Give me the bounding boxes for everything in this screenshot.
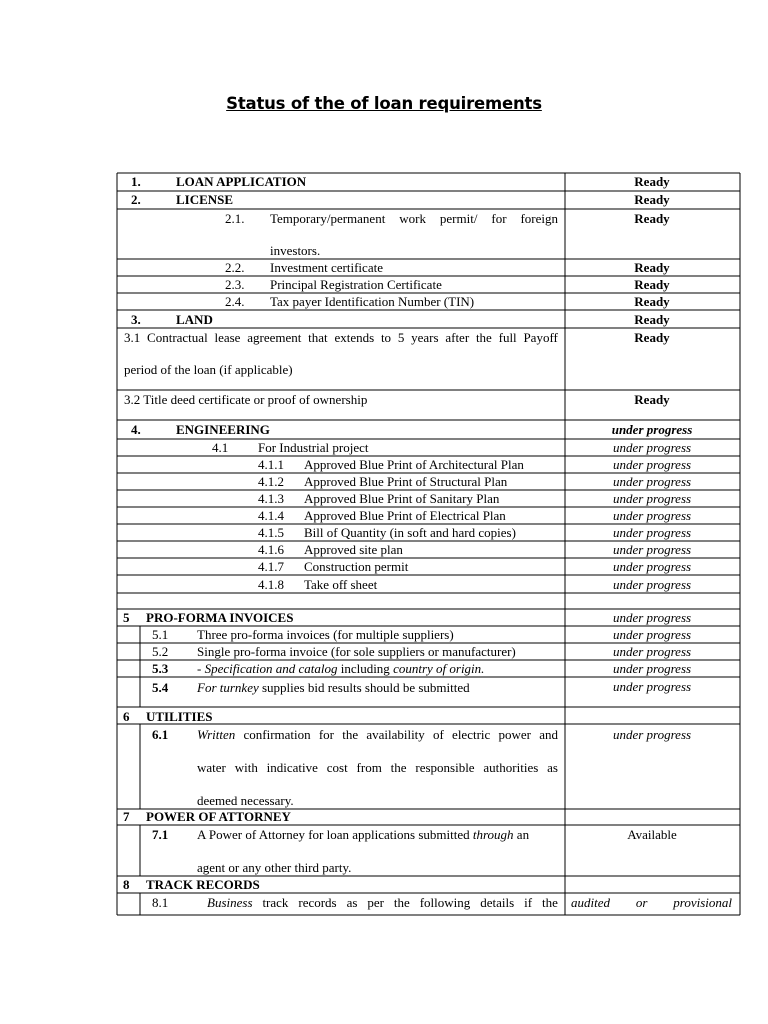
row-label: Investment certificate xyxy=(270,260,383,275)
row-num: 7.1 xyxy=(152,827,169,842)
row-label: Three pro-forma invoices (for multiple suppliers) xyxy=(197,627,454,642)
row-label-license: LICENSE xyxy=(176,192,234,207)
status-cell: Ready xyxy=(634,312,670,327)
row-label-6-1-line1: Written confirmation for the availability of electric power and xyxy=(197,727,558,742)
row-label-7-1-line2: agent or any other third party. xyxy=(197,860,352,875)
row-label-3-2: 3.2 Title deed certificate or proof of ownership xyxy=(124,392,368,407)
status-cell: Ready xyxy=(634,392,670,407)
status-cell: Ready xyxy=(634,330,670,345)
row-label-loan-application: LOAN APPLICATION xyxy=(176,174,307,189)
row-num: 5.1 xyxy=(152,627,169,642)
row-label: Approved Blue Print of Sanitary Plan xyxy=(304,491,500,506)
row-num: 2.4. xyxy=(225,294,245,309)
row-num: 8.1 xyxy=(152,895,169,910)
row-label: - Specification and catalog including country of origin. xyxy=(197,661,485,676)
row-num: 2. xyxy=(131,192,141,207)
row-num: 4.1.5 xyxy=(258,525,284,540)
status-cell: under progress xyxy=(611,422,693,437)
row-label-2-1-line1: Temporary/permanent work permit/ for foreign xyxy=(270,211,558,226)
row-label-pro-forma: PRO-FORMA INVOICES xyxy=(146,610,294,625)
status-cell: under progress xyxy=(612,559,692,574)
status-cell: under progress xyxy=(612,644,692,659)
row-label-2-1-line2: investors. xyxy=(270,243,321,258)
page-title: Status of the of loan requirements xyxy=(226,94,542,113)
status-cell: under progress xyxy=(612,577,692,592)
row-num: 5.2 xyxy=(152,644,169,659)
status-cell: Ready xyxy=(634,174,670,189)
row-num: 5.3 xyxy=(152,661,169,676)
row-label: Principal Registration Certificate xyxy=(270,277,442,292)
row-num: 2.2. xyxy=(225,260,245,275)
row-num: 4.1.3 xyxy=(258,491,284,506)
row-num: 4.1 xyxy=(212,440,229,455)
status-cell: under progress xyxy=(612,727,692,742)
status-cell: Ready xyxy=(634,294,670,309)
status-cell: under progress xyxy=(612,440,692,455)
row-num: 4.1.1 xyxy=(258,457,284,472)
row-label: Single pro-forma invoice (for sole suppliers or manufacturer) xyxy=(197,644,516,659)
status-cell: Ready xyxy=(634,211,670,226)
row-num: 5 xyxy=(123,610,130,625)
row-num: 4.1.8 xyxy=(258,577,284,592)
status-cell: under progress xyxy=(612,610,692,625)
row-label-3-1-line1: 3.1 Contractual lease agreement that extends to 5 years after the full Payoff xyxy=(124,330,558,345)
row-label-power-of-attorney: POWER OF ATTORNEY xyxy=(146,809,291,824)
row-num: 4.1.6 xyxy=(258,542,284,557)
row-num: 3. xyxy=(131,312,141,327)
row-label-engineering: ENGINEERING xyxy=(176,422,270,437)
row-num: 6 xyxy=(123,709,130,724)
row-num: 4.1.4 xyxy=(258,508,284,523)
row-num: 4.1.2 xyxy=(258,474,284,489)
row-label-6-1-line3: deemed necessary. xyxy=(197,793,294,808)
status-cell: under progress xyxy=(612,491,692,506)
row-label-7-1-line1: A Power of Attorney for loan applications submitted through an xyxy=(197,827,530,842)
row-label-utilities: UTILITIES xyxy=(146,709,213,724)
row-label: Take off sheet xyxy=(304,577,378,592)
row-label-8-1-line1: Business track records as per the following details if the xyxy=(207,895,558,910)
row-num: 4.1.7 xyxy=(258,559,284,574)
row-label: For turnkey supplies bid results should be submitted xyxy=(197,680,470,695)
status-cell: Ready xyxy=(634,277,670,292)
row-label: Tax payer Identification Number (TIN) xyxy=(270,294,475,309)
status-cell: Available xyxy=(627,827,677,842)
row-num: 2.1. xyxy=(225,211,245,226)
status-cell: under progress xyxy=(612,457,692,472)
row-label: Approved Blue Print of Electrical Plan xyxy=(304,508,506,523)
status-cell: under progress xyxy=(612,474,692,489)
status-cell: under progress xyxy=(612,661,692,676)
row-num: 4. xyxy=(131,422,141,437)
row-num: 1. xyxy=(131,174,141,189)
row-num: 7 xyxy=(123,809,130,824)
row-label-6-1-line2: water with indicative cost from the responsible authorities as xyxy=(197,760,558,775)
row-label-3-1-line2: period of the loan (if applicable) xyxy=(124,362,293,377)
status-cell: under progress xyxy=(612,525,692,540)
row-num: 5.4 xyxy=(152,680,169,695)
row-num: 2.3. xyxy=(225,277,245,292)
status-cell: Ready xyxy=(634,260,670,275)
row-label: For Industrial project xyxy=(258,440,369,455)
status-cell: audited or provisional xyxy=(571,895,732,910)
row-label: Approved site plan xyxy=(304,542,403,557)
status-cell: under progress xyxy=(612,508,692,523)
status-cell: under progress xyxy=(612,679,692,694)
row-label-land: LAND xyxy=(176,312,213,327)
row-num: 8 xyxy=(123,877,130,892)
row-label: Bill of Quantity (in soft and hard copies) xyxy=(304,525,516,540)
status-cell: under progress xyxy=(612,542,692,557)
row-label: Approved Blue Print of Structural Plan xyxy=(304,474,508,489)
status-cell: Ready xyxy=(634,192,670,207)
row-num: 6.1 xyxy=(152,727,169,742)
row-label: Approved Blue Print of Architectural Plan xyxy=(304,457,524,472)
row-label: Construction permit xyxy=(304,559,409,574)
row-label-track-records: TRACK RECORDS xyxy=(146,877,260,892)
status-cell: under progress xyxy=(612,627,692,642)
